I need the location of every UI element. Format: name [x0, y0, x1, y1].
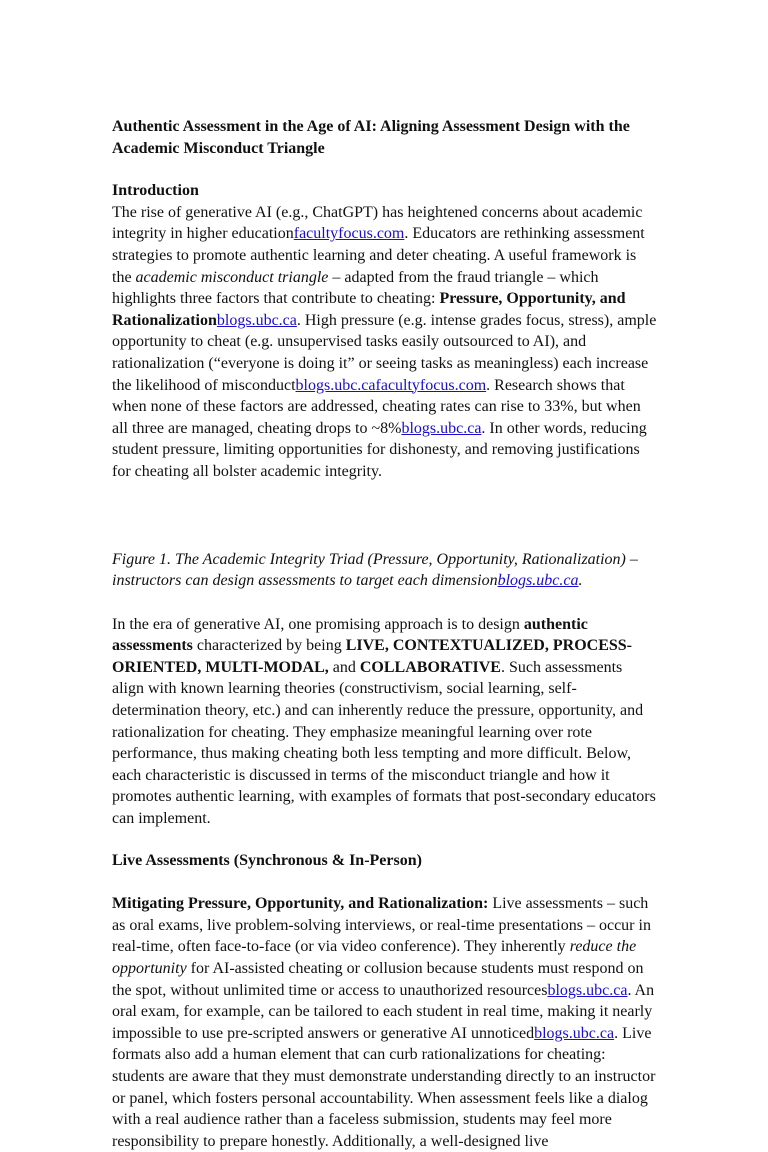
- text-run: . An oral exam, for example, can be tailored to each student in real time, making it nearly impossible to use pre-scripted answers or generative AI unnoticed: [112, 981, 655, 1042]
- live-paragraph: [112, 893, 658, 1152]
- text-run: Live assessments – such as oral exams, live problem-solving interviews, or real-time presentations – occur in real-time, often face-to-face (or via video conference). They inherently: [112, 895, 651, 956]
- source-link[interactable]: blogs.ubc.cafacultyfocus.com: [295, 376, 487, 394]
- document-title: Authentic Assessment in the Age of AI: Aligning Assessment Design with the Academic Misconduct Triangle: [112, 118, 630, 157]
- text-run: and: [328, 658, 360, 676]
- bold-text: LIVE, CONTEXTUALIZED, PROCESS-ORIENTED, MULTI-MODAL,: [112, 637, 632, 676]
- text-run: . High pressure (e.g. intense grades focus, stress), ample opportunity to cheat (e.g. unsupervised tasks easily outsourced to AI), and rationalization (“everyone is doing it” or seeing tasks as meaningless) each increase the likelihood of misconduct: [112, 311, 657, 394]
- text-run: characterized by being: [192, 637, 346, 655]
- figure-caption: [112, 549, 658, 592]
- bold-text: Pressure, Opportunity, and Rationalization: [112, 290, 626, 329]
- source-link[interactable]: blogs.ubc.ca: [534, 1024, 615, 1042]
- text-run: . Such assessments align with known learning theories (constructivism, social learning, self-determination theory, etc.) and can inherently reduce the pressure, opportunity, and rationalization for cheating. They emphasize meaningful learning over rote performance, thus making cheating both less tempting and more difficult. Below, each characteristic is discussed in terms of the misconduct triangle and how it promotes authentic learning, with examples of formats that post-secondary educators can implement.: [112, 658, 656, 828]
- live-heading: Live Assessments (Synchronous & In-Person): [112, 851, 422, 869]
- text-run: for AI-assisted cheating or collusion because students must respond on the spot, without unlimited time or access to unauthorized resources: [112, 960, 644, 999]
- authentic-paragraph: [112, 614, 658, 830]
- intro-heading: Introduction: [112, 182, 199, 200]
- document-page: [112, 116, 658, 1152]
- text-run: Figure 1. The Academic Integrity Triad (Pressure, Opportunity, Rationalization) – instructors can design assessments to target each dimension: [112, 550, 638, 590]
- bold-text: COLLABORATIVE: [359, 658, 501, 676]
- text-run: – adapted from the fraud triangle – which highlights three factors that contribute to cheating:: [112, 268, 599, 308]
- bold-text: Mitigating Pressure, Opportunity, and Rationalization:: [112, 895, 489, 913]
- bold-text: authentic assessments: [112, 615, 588, 655]
- text-run: In the era of generative AI, one promising approach is to design: [112, 615, 524, 633]
- text-run: . Research shows that when none of these factors are addressed, cheating rates can rise to 33%, but when all three are managed, cheating drops to ~8%: [112, 376, 641, 437]
- italic-text: reduce the opportunity: [112, 938, 637, 977]
- source-link[interactable]: blogs.ubc.ca: [401, 419, 482, 437]
- text-run: . In other words, reducing student pressure, limiting opportunities for dishonesty, and removing justifications for cheating all bolster academic integrity.: [112, 419, 647, 480]
- source-link[interactable]: blogs.ubc.ca: [216, 311, 297, 329]
- text-run: .: [578, 572, 583, 590]
- intro-paragraph: [112, 202, 658, 483]
- italic-text: academic misconduct triangle: [135, 268, 329, 286]
- source-link[interactable]: facultyfocus.com: [293, 225, 405, 243]
- source-link[interactable]: blogs.ubc.ca: [497, 572, 579, 590]
- text-run: The rise of generative AI (e.g., ChatGPT) has heightened concerns about academic integrity in higher education: [112, 203, 643, 243]
- text-run: . Educators are rethinking assessment strategies to promote authentic learning and deter cheating. A useful framework is the: [112, 225, 645, 286]
- text-run: . Live formats also add a human element that can curb rationalizations for cheating: students are aware that they must demonstrate understanding directly to an instructor or panel, which fosters personal accountability. When assessment feels like a dialog with a real audience rather than a faceless submission, students may feel more responsibility to prepare honestly. Additionally, a well-designed live: [112, 1024, 656, 1150]
- source-link[interactable]: blogs.ubc.ca: [547, 981, 628, 999]
